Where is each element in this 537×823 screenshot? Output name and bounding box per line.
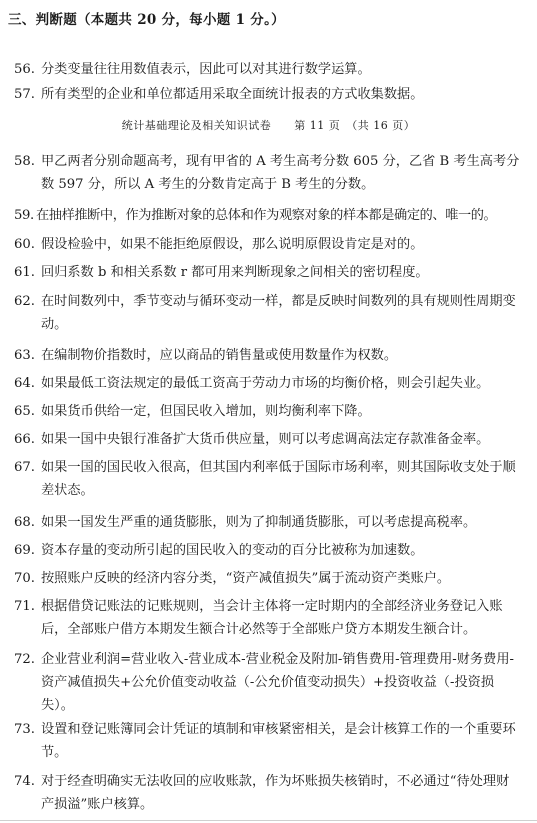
question-text: 在时间数列中，季节变动与循环变动一样，都是反映时间数列的具有规则性周期变动。: [41, 294, 516, 332]
question-text: 甲乙两者分别命题高考，现有甲省的 A 考生高考分数 605 分，乙省 B 考生高考分数 597 分，所以 A 考生的分数肯定高于 B 考生的分数。: [41, 154, 520, 192]
question-number: 66.: [14, 432, 35, 447]
question-59: [14, 204, 529, 227]
page-footer: 统计基础理论及相关知识试卷 第 11 页 （共 16 页）: [121, 119, 416, 132]
question-56: [14, 58, 529, 81]
question-text: 如果最低工资法规定的最低工资高于劳动力市场的均衡价格，则会引起失业。: [41, 376, 490, 391]
question-number: 71.: [14, 599, 35, 614]
question-58: [14, 150, 529, 196]
question-number: 58.: [14, 154, 35, 169]
question-number: 69.: [14, 543, 35, 558]
question-text: 如果货币供给一定，但国民收入增加，则均衡利率下降。: [41, 404, 371, 419]
question-number: 73.: [14, 722, 35, 737]
question-number: 57.: [14, 87, 35, 102]
question-number: 56.: [14, 62, 35, 77]
question-69: [14, 539, 529, 562]
question-number: 68.: [14, 515, 35, 530]
question-number: 72.: [14, 652, 35, 667]
question-number: 60.: [14, 237, 35, 252]
question-number: 63.: [14, 348, 35, 363]
question-63: [14, 344, 529, 367]
question-74: [14, 770, 529, 816]
question-text: 资本存量的变动所引起的国民收入的变动的百分比被称为加速数。: [41, 543, 424, 558]
question-64: [14, 372, 529, 395]
question-61: [14, 261, 529, 284]
question-number: 74.: [14, 774, 35, 789]
question-text: 所有类型的企业和单位都适用采取全面统计报表的方式收集数据。: [41, 87, 424, 102]
question-text: 按照账户反映的经济内容分类，“资产减值损失”属于流动资产类账户。: [41, 571, 451, 586]
question-text: 分类变量往往用数值表示，因此可以对其进行数学运算。: [41, 62, 371, 77]
question-number: 70.: [14, 571, 35, 586]
question-70: [14, 567, 529, 590]
question-text: 在抽样推断中，作为推断对象的总体和作为观察对象的样本都是确定的、唯一的。: [36, 208, 497, 223]
question-text: 在编制物价指数时，应以商品的销售量或使用数量作为权数。: [41, 348, 398, 363]
question-text: 设置和登记账簿同会计凭证的填制和审核紧密相关，是会计核算工作的一个重要环节。: [41, 722, 516, 760]
question-text: 如果一国的国民收入很高，但其国内利率低于国际市场利率，则其国际收支处于顺差状态。: [41, 460, 516, 498]
question-text: 根据借贷记账法的记账规则，当会计主体将一定时期内的全部经济业务登记入账后，全部账户借方本期发生额合计必然等于全部账户贷方本期发生额合计。: [41, 599, 503, 637]
question-number: 62.: [14, 294, 35, 309]
bottom-divider: [0, 820, 537, 821]
question-57: [14, 83, 529, 106]
question-number: 65.: [14, 404, 35, 419]
question-66: [14, 428, 529, 451]
question-73: [14, 718, 529, 764]
question-62: [14, 290, 529, 336]
question-65: [14, 400, 529, 423]
question-number: 64.: [14, 376, 35, 391]
question-text: 回归系数 b 和相关系数 r 都可用来判断现象之间相关的密切程度。: [41, 265, 429, 280]
question-67: [14, 456, 529, 502]
question-text: 假设检验中，如果不能拒绝原假设，那么说明原假设肯定是对的。: [41, 237, 424, 252]
question-text: 对于经查明确实无法收回的应收账款，作为坏账损失核销时，不必通过“待处理财产损溢”账户核算。: [41, 774, 510, 812]
question-60: [14, 233, 529, 256]
question-number: 59.: [14, 208, 34, 223]
question-72: [14, 648, 529, 717]
question-text: 企业营业利润=营业收入-营业成本-营业税金及附加-销售费用-管理费用-财务费用-资产减值损失+公允价值变动收益（-公允价值变动损失）+投资收益（-投资损失）。: [41, 652, 514, 713]
question-71: [14, 595, 529, 641]
question-number: 67.: [14, 460, 35, 475]
question-text: 如果一国发生严重的通货膨胀，则为了抑制通货膨胀，可以考虑提高税率。: [41, 515, 477, 530]
question-text: 如果一国中央银行准备扩大货币供应量，则可以考虑调高法定存款准备金率。: [41, 432, 490, 447]
question-68: [14, 511, 529, 534]
section-title: 三、判断题（本题共 20 分，每小题 1 分。）: [8, 12, 285, 28]
question-number: 61.: [14, 265, 35, 280]
